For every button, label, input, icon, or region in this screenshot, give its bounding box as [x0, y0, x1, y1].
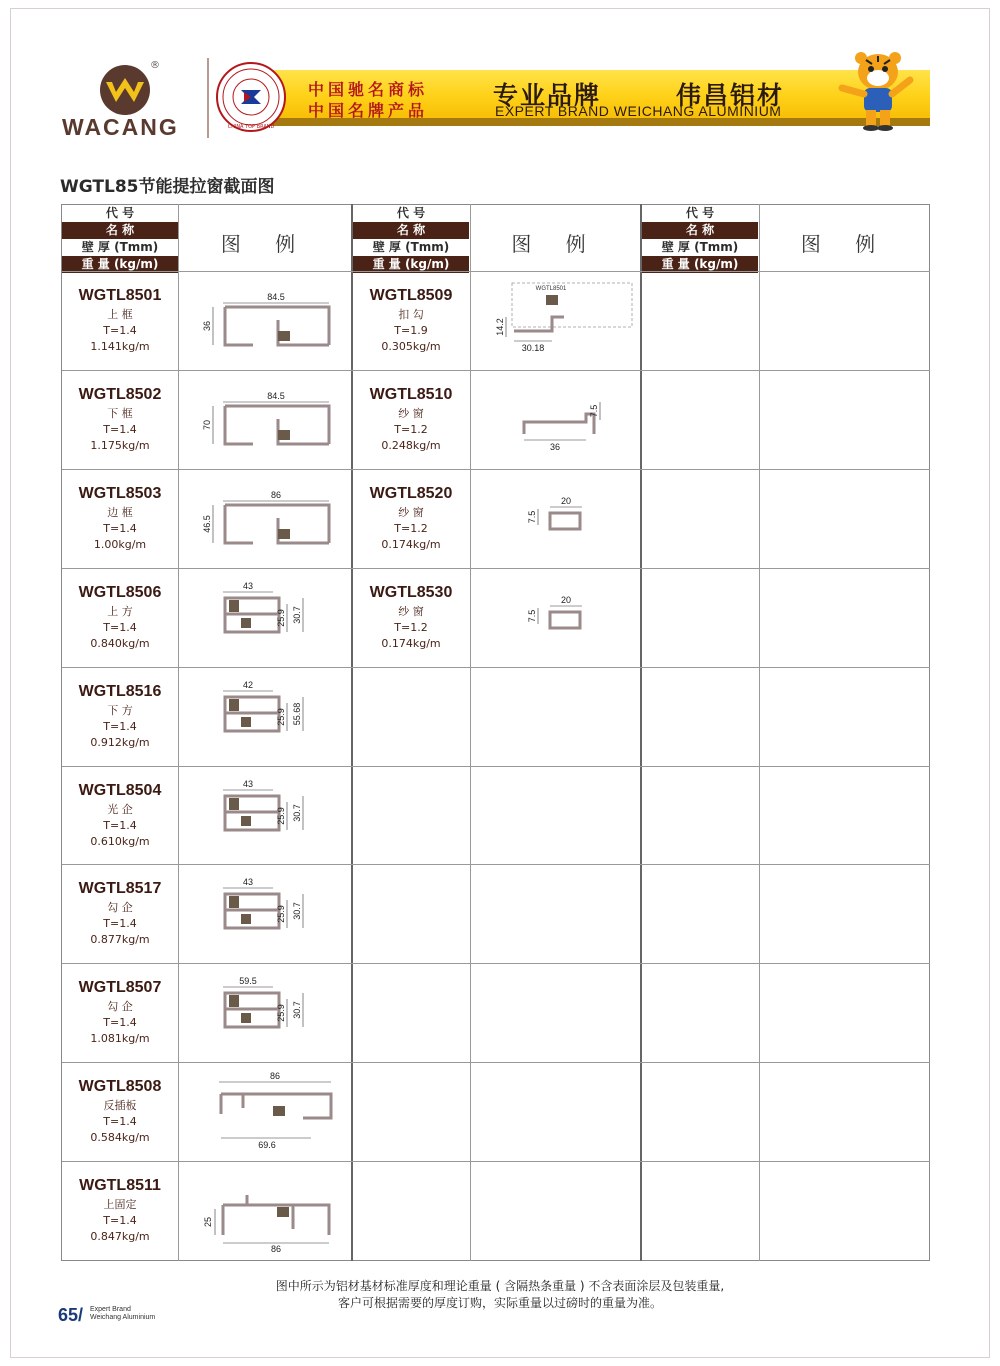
profile-thickness: T=1.4: [103, 423, 137, 436]
profile-name: 纱 窗: [398, 407, 424, 420]
dimension-label: 86: [270, 490, 282, 500]
dimension-label: 43: [242, 581, 254, 591]
profile-weight: 1.141kg/m: [90, 340, 150, 353]
dimension-label: 69.6: [258, 1140, 276, 1150]
dimension-label: 30.7: [292, 606, 302, 624]
table-header-left: [62, 205, 178, 273]
profile-thickness: T=1.4: [103, 621, 137, 634]
china-top-brand-seal-icon: [216, 62, 286, 132]
profile-code: WGTL8530: [369, 584, 453, 601]
header-weight: 重 量 (kg/m): [62, 256, 178, 273]
profile-weight: 0.840kg/m: [90, 637, 150, 650]
brand-name: WACANG: [62, 114, 179, 140]
profile-outline: [550, 612, 580, 628]
profile-name: 纱 窗: [398, 605, 424, 618]
thermal-strip: [278, 529, 290, 539]
dimension-label: 20: [560, 595, 572, 605]
section-drawing: [476, 473, 636, 563]
profile-weight: 0.174kg/m: [381, 538, 441, 551]
profile-info: [62, 1177, 178, 1245]
dimension-label: 46.5: [202, 515, 212, 533]
section-drawing: [183, 967, 343, 1057]
profile-thickness: T=1.4: [103, 1016, 137, 1029]
dimension-label: 20: [560, 496, 572, 506]
profile-name: 光 企: [107, 803, 133, 816]
profile-outline: [225, 307, 329, 345]
profile-thickness: T=1.2: [394, 522, 428, 535]
dimension-label: 59.5: [239, 976, 257, 986]
profile-info: [62, 287, 178, 355]
profile-outline: [225, 505, 329, 543]
page-caption-line1: Expert Brand: [90, 1306, 131, 1313]
profile-weight: 0.912kg/m: [90, 736, 150, 749]
tiger-mascot-icon: [828, 44, 920, 132]
profile-weight: 0.877kg/m: [90, 933, 150, 946]
dimension-label: 55.68: [292, 702, 302, 726]
page-number-caption: [90, 1306, 155, 1322]
dimension-label: 30.7: [292, 1001, 302, 1019]
section-drawing: [476, 374, 636, 464]
row-divider: [62, 766, 930, 767]
row-divider: [62, 568, 930, 569]
profile-thickness: T=1.4: [103, 917, 137, 930]
dimension-label: 84.5: [267, 391, 285, 401]
section-drawing: [476, 572, 636, 662]
thermal-strip: [278, 331, 290, 341]
profile-name: 上 方: [107, 605, 133, 618]
profile-weight: 1.081kg/m: [90, 1032, 150, 1045]
profile-code: WGTL8520: [369, 485, 453, 502]
thermal-strip: [277, 1207, 289, 1217]
header-thickness: 壁 厚 (Tmm): [642, 239, 758, 256]
profile-weight: 0.174kg/m: [381, 637, 441, 650]
section-drawing: [183, 1066, 343, 1156]
header-divider: [207, 58, 209, 138]
profile-info: [62, 683, 178, 751]
dimension-label: 84.5: [267, 292, 285, 302]
profile-info: [62, 979, 178, 1047]
profile-code: WGTL8510: [369, 386, 453, 403]
profile-thickness: T=1.9: [394, 324, 428, 337]
header-name: 名 称: [642, 222, 758, 239]
profile-thickness: T=1.4: [103, 720, 137, 733]
profile-name: 纱 窗: [398, 506, 424, 519]
profile-weight: 0.847kg/m: [90, 1230, 150, 1243]
header-name: 名 称: [62, 222, 178, 239]
profile-code: WGTL8517: [78, 880, 162, 897]
dimension-label: 86: [269, 1071, 281, 1081]
header-figure: 图 例: [800, 232, 890, 256]
table-header-mid: [353, 205, 469, 273]
profile-info: [353, 485, 469, 553]
col-divider: [470, 204, 471, 1261]
profile-info: [353, 287, 469, 355]
profile-weight: 1.175kg/m: [90, 439, 150, 452]
profile-code: WGTL8506: [78, 584, 162, 601]
dimension-label: 7.5: [527, 609, 537, 623]
dimension-label: 43: [242, 779, 254, 789]
profile-info: [353, 386, 469, 454]
section-drawing: [183, 671, 343, 761]
section-drawing: [183, 770, 343, 860]
profile-info: [62, 782, 178, 850]
footnote-line2: 客户可根据需要的厚度订购，实际重量以过磅时的重量为准。: [337, 1296, 662, 1310]
profile-outline: [223, 1195, 329, 1235]
row-divider: [62, 667, 930, 668]
row-divider: [62, 1062, 930, 1063]
dimension-label: 25.9: [276, 609, 286, 627]
profile-code: WGTL8503: [78, 485, 162, 502]
col-divider: [759, 204, 760, 1261]
profile-code: WGTL8508: [78, 1078, 162, 1095]
profile-thickness: T=1.4: [103, 324, 137, 337]
banner-line2: 中国名牌产品: [308, 101, 429, 120]
header-weight: 重 量 (kg/m): [353, 256, 469, 273]
page-caption-line2: Weichang Aluminium: [90, 1314, 156, 1321]
profile-weight: 1.00kg/m: [93, 538, 147, 551]
section-drawing: [476, 275, 636, 365]
header-figure: 图 例: [511, 232, 600, 256]
thermal-strip: [241, 914, 251, 924]
thermal-strip: [241, 717, 251, 727]
profile-name: 勾 企: [107, 1000, 133, 1013]
col-divider: [178, 204, 179, 1261]
profile-code: WGTL8504: [78, 782, 162, 799]
dimension-label: 25.9: [276, 708, 286, 726]
dimension-label: 86: [270, 1244, 282, 1254]
section-drawing: [183, 473, 343, 563]
dimension-label: 7.5: [589, 404, 599, 418]
profile-code: WGTL8501: [78, 287, 162, 304]
profile-code: WGTL8516: [78, 683, 162, 700]
profile-outline: [514, 317, 564, 331]
profile-code: WGTL8502: [78, 386, 162, 403]
profile-name: 边 框: [107, 506, 133, 519]
wacang-logo-icon: [98, 64, 152, 116]
profile-weight: 0.584kg/m: [90, 1131, 150, 1144]
dimension-label: 70: [202, 419, 212, 431]
dimension-label: 30.7: [292, 902, 302, 920]
table-header-right: [642, 205, 758, 273]
dimension-label: 36: [202, 320, 212, 332]
profile-code: WGTL8507: [78, 979, 162, 996]
section-drawing: [183, 868, 343, 958]
thermal-strip: [229, 995, 239, 1007]
section-drawing: [183, 275, 343, 365]
profile-thickness: T=1.4: [103, 1214, 137, 1227]
header-name: 名 称: [353, 222, 469, 239]
thermal-strip: [229, 600, 239, 612]
dimension-label: 25.9: [276, 1004, 286, 1022]
profile-outline: [524, 414, 594, 434]
dimension-label: 30.18: [521, 343, 545, 353]
profile-weight: 0.610kg/m: [90, 835, 150, 848]
header-thickness: 壁 厚 (Tmm): [62, 239, 178, 256]
profile-outline: [225, 406, 329, 444]
banner-title-a: 专业品牌: [493, 81, 602, 110]
row-divider: [62, 370, 930, 371]
profile-weight: 0.305kg/m: [381, 340, 441, 353]
profile-thickness: T=1.4: [103, 522, 137, 535]
thermal-strip: [241, 816, 251, 826]
header-weight: 重 量 (kg/m): [642, 256, 758, 273]
profile-code: WGTL8509: [369, 287, 453, 304]
dimension-label: 43: [242, 877, 254, 887]
thermal-strip: [229, 798, 239, 810]
section-drawing: [183, 1165, 343, 1255]
page-number: 65/: [58, 1305, 84, 1325]
row-divider: [62, 271, 930, 272]
header-figure: 图 例: [220, 232, 310, 256]
reference-outline: [512, 283, 632, 327]
banner-subtitle: EXPERT BRAND WEICHANG ALUMINIUM: [495, 103, 782, 119]
profile-thickness: T=1.4: [103, 819, 137, 832]
dimension-label: 30.7: [292, 804, 302, 822]
header-code: 代 号: [642, 205, 758, 222]
dimension-label: 36: [549, 442, 561, 452]
banner-line1: 中国驰名商标: [308, 80, 429, 99]
dimension-label: 7.5: [527, 510, 537, 524]
profile-thickness: T=1.2: [394, 423, 428, 436]
profile-thickness: T=1.4: [103, 1115, 137, 1128]
profile-info: [62, 1078, 178, 1146]
dimension-label: 25.9: [276, 807, 286, 825]
header-thickness: 壁 厚 (Tmm): [353, 239, 469, 256]
profile-weight: 0.248kg/m: [381, 439, 441, 452]
thermal-strip: [241, 1013, 251, 1023]
col-divider: [351, 204, 353, 1261]
row-divider: [62, 469, 930, 470]
profile-code: WGTL8511: [79, 1177, 161, 1194]
profile-name: 扣 勾: [398, 308, 424, 321]
thermal-strip: [278, 430, 290, 440]
section-drawing: [183, 572, 343, 662]
profile-info: [62, 880, 178, 948]
thermal-strip: [241, 618, 251, 628]
profile-info: [62, 386, 178, 454]
page-title: WGTL85节能提拉窗截面图: [60, 177, 275, 197]
header-code: 代 号: [62, 205, 178, 222]
header-code: 代 号: [353, 205, 469, 222]
profile-thickness: T=1.2: [394, 621, 428, 634]
dimension-label: 14.2: [495, 318, 505, 336]
dimension-label: 25: [203, 1216, 213, 1228]
profile-info: [62, 584, 178, 652]
thermal-strip: [546, 295, 558, 305]
row-divider: [62, 1161, 930, 1162]
profile-name: 上固定: [103, 1198, 137, 1211]
profile-name: 上 框: [107, 308, 133, 321]
svg-text:CHINA TOP BRAND: CHINA TOP BRAND: [227, 124, 275, 130]
profile-info: [353, 584, 469, 652]
col-divider: [640, 204, 642, 1261]
banner-title-b: 伟昌铝材: [676, 81, 785, 110]
thermal-strip: [273, 1106, 285, 1116]
row-divider: [62, 864, 930, 865]
dimension-label: 25.9: [276, 905, 286, 923]
row-divider: [62, 963, 930, 964]
profile-name: 下 框: [107, 407, 133, 420]
profile-info: [62, 485, 178, 553]
thermal-strip: [229, 896, 239, 908]
profile-name: 反插板: [103, 1099, 137, 1112]
thermal-strip: [229, 699, 239, 711]
profile-name: 下 方: [107, 704, 133, 717]
reference-label: WGTL8501: [535, 286, 567, 292]
profile-name: 勾 企: [107, 901, 133, 914]
footnote-line1: 图中所示为铝材基材标准厚度和理论重量 ( 含隔热条重量 ) 不含表面涂层及包装重量,: [275, 1279, 725, 1293]
dimension-label: 42: [242, 680, 254, 690]
registered-mark: ®: [150, 60, 160, 71]
section-drawing: [183, 374, 343, 464]
profile-outline: [550, 513, 580, 529]
